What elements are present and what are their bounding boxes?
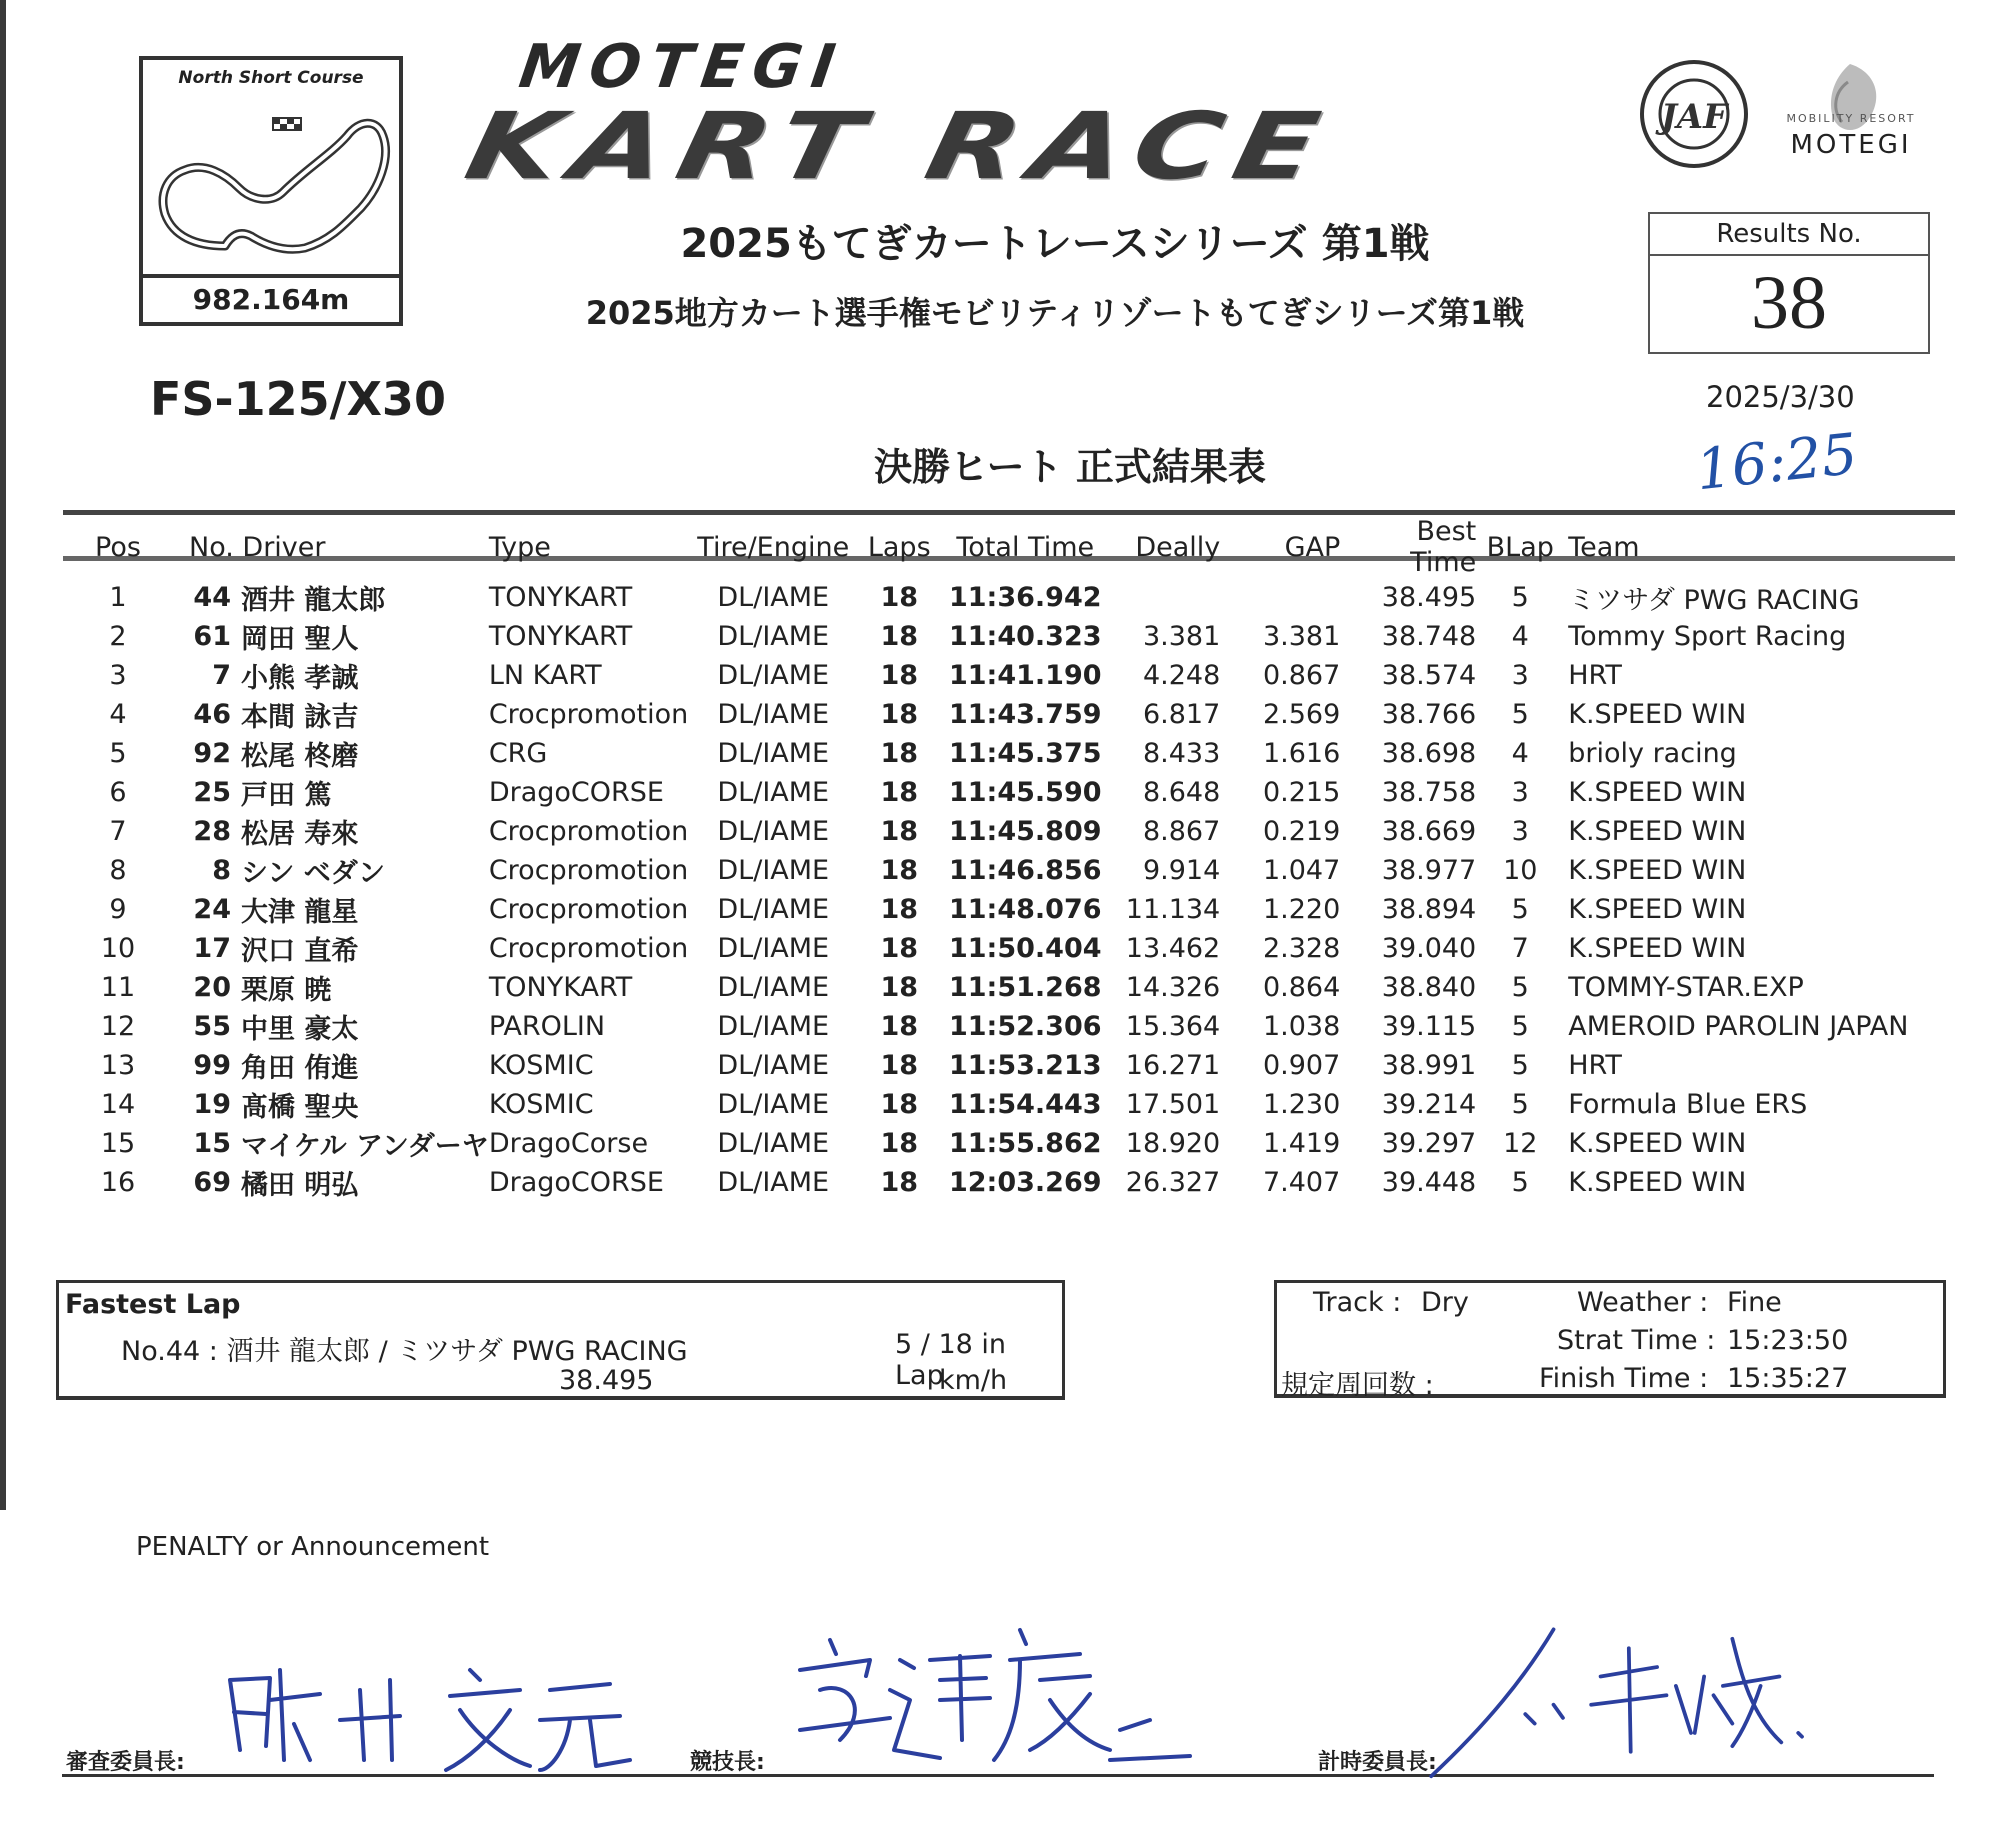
row-dealy: 6.817 (1142, 699, 1221, 730)
row-driver: 松尾 柊磨 (241, 741, 359, 772)
row-dealy: 26.327 (1125, 1167, 1221, 1198)
row-best-lap: 5 (1511, 1089, 1529, 1120)
row-driver: 角田 侑進 (241, 1053, 359, 1084)
header-blap: BLap (1486, 531, 1554, 563)
row-total-time: 11:41.190 (948, 660, 1102, 691)
row-driver: 髙橋 聖央 (241, 1092, 359, 1123)
header-team: Team (1568, 531, 1640, 563)
row-tire: DL/IAME (717, 1011, 830, 1042)
judge-signature (210, 1620, 670, 1780)
row-tire: DL/IAME (717, 1128, 830, 1159)
row-laps: 18 (880, 855, 919, 886)
row-number: 92 (193, 738, 231, 769)
series-title: 2025もてぎカートレースシリーズ 第1戦 (680, 221, 1430, 267)
row-total-time: 11:50.404 (948, 933, 1102, 964)
results-label: Results No. (1650, 214, 1928, 256)
row-pos: 7 (109, 816, 127, 847)
course-name: North Short Course (178, 68, 364, 88)
row-laps: 18 (880, 972, 919, 1003)
row-best-lap: 5 (1511, 582, 1529, 613)
row-tire: DL/IAME (717, 894, 830, 925)
row-best-time: 39.297 (1381, 1128, 1477, 1159)
row-type: DragoCORSE (488, 777, 664, 808)
row-dealy (1110, 578, 1232, 617)
row-best-time: 38.977 (1381, 855, 1477, 886)
row-laps: 18 (880, 1089, 919, 1120)
row-tire: DL/IAME (717, 1089, 830, 1120)
row-total-time: 11:45.375 (948, 738, 1102, 769)
row-driver: 岡田 聖人 (241, 624, 359, 655)
row-team: HRT (1568, 660, 1622, 691)
row-type: KOSMIC (488, 1050, 594, 1081)
row-driver: 栗原 暁 (241, 975, 332, 1006)
row-best-time: 38.758 (1381, 777, 1477, 808)
row-laps: 18 (880, 660, 919, 691)
handwritten-time: 16:25 (1693, 421, 1861, 504)
row-driver: 橘田 明弘 (241, 1170, 359, 1201)
row-pos: 4 (109, 699, 127, 730)
track-value: Dry (1421, 1287, 1469, 1318)
row-tire: DL/IAME (717, 816, 830, 847)
row-team: K.SPEED WIN (1568, 855, 1747, 886)
row-total-time: 11:55.862 (948, 1128, 1102, 1159)
row-tire: DL/IAME (717, 855, 830, 886)
row-tire: DL/IAME (717, 621, 830, 652)
row-best-time: 38.766 (1381, 699, 1477, 730)
row-best-lap: 4 (1511, 738, 1529, 769)
row-total-time: 11:51.268 (948, 972, 1102, 1003)
row-best-lap: 3 (1511, 660, 1529, 691)
table-row (63, 929, 1955, 968)
row-best-time: 38.894 (1381, 894, 1477, 925)
row-team: K.SPEED WIN (1568, 1128, 1747, 1159)
table-header-row (63, 516, 1955, 578)
row-best-time: 38.495 (1381, 582, 1477, 613)
results-number-box (1648, 212, 1930, 354)
row-gap: 0.864 (1262, 972, 1341, 1003)
row-laps: 18 (880, 621, 919, 652)
row-total-time: 11:36.942 (948, 582, 1102, 613)
row-pos: 11 (100, 972, 136, 1003)
fastest-lap-time: 38.495 (559, 1365, 654, 1396)
series-subtitle: 2025地方カート選手権モビリティリゾートもてぎシリーズ第1戦 (585, 294, 1525, 332)
row-gap: 1.419 (1262, 1128, 1341, 1159)
race-director-label: 競技長: (690, 1750, 765, 1775)
penalty-label: PENALTY or Announcement (136, 1532, 490, 1562)
row-dealy: 17.501 (1125, 1089, 1221, 1120)
row-total-time: 11:54.443 (948, 1089, 1102, 1120)
row-dealy: 15.364 (1125, 1011, 1221, 1042)
row-tire: DL/IAME (717, 660, 830, 691)
row-best-time: 39.115 (1381, 1011, 1477, 1042)
fastest-lap-title: Fastest Lap (65, 1289, 241, 1320)
row-team: AMEROID PAROLIN JAPAN (1568, 1011, 1909, 1042)
row-gap: 3.381 (1262, 621, 1341, 652)
row-best-time: 39.448 (1381, 1167, 1477, 1198)
header-total: Total Time (956, 531, 1095, 563)
row-total-time: 11:46.856 (948, 855, 1102, 886)
row-laps: 18 (880, 1167, 919, 1198)
table-row (63, 617, 1955, 656)
row-type: Crocpromotion (488, 894, 689, 925)
row-best-lap: 3 (1511, 816, 1529, 847)
row-best-time: 38.748 (1381, 621, 1477, 652)
row-best-time: 38.574 (1381, 660, 1477, 691)
row-dealy: 16.271 (1125, 1050, 1221, 1081)
table-row (63, 1046, 1955, 1085)
race-category: FS-125/X30 (150, 372, 446, 426)
row-team: K.SPEED WIN (1568, 1167, 1747, 1198)
row-dealy: 8.867 (1142, 816, 1221, 847)
row-team: K.SPEED WIN (1568, 699, 1747, 730)
row-gap: 0.219 (1262, 816, 1341, 847)
row-team: K.SPEED WIN (1568, 777, 1747, 808)
svg-text:JAF: JAF (1660, 97, 1728, 137)
table-row (63, 851, 1955, 890)
row-gap (1232, 578, 1352, 617)
row-pos: 1 (109, 582, 127, 613)
header-pos: Pos (95, 531, 141, 563)
table-row (63, 1085, 1955, 1124)
row-best-time: 39.040 (1381, 933, 1477, 964)
row-type: Crocpromotion (488, 699, 689, 730)
table-row (63, 812, 1955, 851)
table-row (63, 890, 1955, 929)
row-number: 99 (193, 1050, 231, 1081)
row-driver: 沢口 直希 (241, 936, 359, 967)
finish-time-value: 15:35:27 (1727, 1363, 1849, 1394)
row-laps: 18 (880, 699, 919, 730)
row-team: HRT (1568, 1050, 1622, 1081)
row-laps: 18 (880, 816, 919, 847)
row-number: 55 (193, 1011, 231, 1042)
row-laps: 18 (880, 1128, 919, 1159)
row-pos: 2 (109, 621, 127, 652)
finish-time-label: Finish Time : (1539, 1363, 1709, 1394)
regulation-laps-label: 規定周回数 : (1281, 1370, 1434, 1401)
row-tire: DL/IAME (717, 1167, 830, 1198)
row-number: 8 (212, 855, 231, 886)
row-dealy: 14.326 (1125, 972, 1221, 1003)
fastest-lap-box (56, 1280, 1065, 1400)
table-row (63, 1124, 1955, 1163)
row-best-lap: 5 (1511, 894, 1529, 925)
row-total-time: 11:40.323 (948, 621, 1102, 652)
row-best-time: 38.840 (1381, 972, 1477, 1003)
row-team: Formula Blue ERS (1568, 1089, 1808, 1120)
row-best-lap: 7 (1511, 933, 1529, 964)
row-total-time: 11:45.590 (948, 777, 1102, 808)
row-laps: 18 (880, 738, 919, 769)
course-info-box (139, 56, 403, 326)
table-row (63, 773, 1955, 812)
row-driver: 小熊 孝誠 (241, 663, 359, 694)
jaf-seal-icon (1638, 58, 1750, 170)
heat-title: 決勝ヒート 正式結果表 (874, 445, 1266, 489)
row-number: 24 (193, 894, 231, 925)
conditions-box (1274, 1280, 1946, 1401)
row-number: 15 (193, 1128, 231, 1159)
row-total-time: 12:03.269 (948, 1167, 1102, 1198)
row-laps: 18 (880, 1011, 919, 1042)
row-number: 7 (212, 660, 231, 691)
race-date: 2025/3/30 (1706, 380, 1855, 414)
row-number: 20 (193, 972, 231, 1003)
row-tire: DL/IAME (717, 1050, 830, 1081)
row-dealy: 13.462 (1125, 933, 1221, 964)
row-type: TONYKART (488, 972, 633, 1003)
row-driver: マイケル アンダーヤ (241, 1131, 489, 1162)
logo-line-2: KART RACE (457, 92, 1342, 200)
row-gap: 2.569 (1262, 699, 1341, 730)
row-type: Crocpromotion (488, 933, 689, 964)
row-dealy: 4.248 (1142, 660, 1221, 691)
row-gap: 0.215 (1262, 777, 1341, 808)
row-best-lap: 4 (1511, 621, 1529, 652)
weather-value: Fine (1727, 1287, 1782, 1318)
row-best-lap: 5 (1511, 972, 1529, 1003)
row-pos: 16 (100, 1167, 136, 1198)
row-gap: 1.047 (1262, 855, 1341, 886)
row-tire: DL/IAME (717, 699, 830, 730)
row-driver: 酒井 龍太郎 (241, 585, 386, 616)
row-type: CRG (488, 738, 548, 769)
row-type: Crocpromotion (488, 855, 689, 886)
row-type: LN KART (488, 660, 602, 691)
row-team: K.SPEED WIN (1568, 894, 1747, 925)
results-table (63, 516, 1955, 1202)
fastest-lap-unit: km/h (939, 1365, 1008, 1396)
row-pos: 14 (100, 1089, 136, 1120)
table-row (63, 968, 1955, 1007)
row-best-lap: 5 (1511, 1011, 1529, 1042)
row-type: DragoCORSE (488, 1167, 664, 1198)
row-dealy: 3.381 (1142, 621, 1221, 652)
row-type: TONYKART (488, 582, 633, 613)
row-driver: 本間 詠吉 (241, 702, 359, 733)
fastest-lap-driver: No.44 : 酒井 龍太郎 / ミツサダ PWG RACING (121, 1336, 688, 1367)
resort-name: MOTEGI (1790, 130, 1912, 160)
start-time-label: Strat Time : (1557, 1325, 1716, 1356)
table-row (63, 695, 1955, 734)
row-gap: 1.038 (1262, 1011, 1341, 1042)
row-best-time: 39.214 (1381, 1089, 1477, 1120)
fastest-lap-lap: 5 / 18 in Lap (895, 1329, 1006, 1391)
row-pos: 12 (100, 1011, 136, 1042)
row-number: 69 (193, 1167, 231, 1198)
row-tire: DL/IAME (717, 777, 830, 808)
row-tire: DL/IAME (717, 582, 830, 613)
row-best-time: 38.669 (1381, 816, 1477, 847)
row-team: TOMMY-STAR.EXP (1568, 972, 1804, 1003)
row-team: brioly racing (1568, 738, 1737, 769)
row-number: 46 (193, 699, 231, 730)
row-best-lap: 10 (1503, 855, 1538, 886)
row-best-lap: 5 (1511, 1167, 1529, 1198)
table-row (63, 1163, 1955, 1202)
row-number: 61 (193, 621, 231, 652)
table-row (63, 1007, 1955, 1046)
row-total-time: 11:43.759 (948, 699, 1102, 730)
course-length: 982.164m (143, 274, 399, 322)
header-gap: GAP (1284, 531, 1341, 563)
row-driver: 大津 龍星 (241, 897, 359, 928)
start-time-value: 15:23:50 (1727, 1325, 1849, 1356)
row-tire: DL/IAME (717, 972, 830, 1003)
race-director-signature (790, 1620, 1210, 1780)
row-team: ミツサダ PWG RACING (1568, 585, 1860, 616)
row-best-time: 38.991 (1381, 1050, 1477, 1081)
row-best-lap: 12 (1503, 1128, 1538, 1159)
row-number: 19 (193, 1089, 231, 1120)
judge-label: 審査委員長: (66, 1750, 185, 1775)
row-pos: 3 (109, 660, 127, 691)
row-best-time: 38.698 (1381, 738, 1477, 769)
row-pos: 6 (109, 777, 127, 808)
row-pos: 15 (100, 1128, 136, 1159)
table-row (63, 578, 1955, 617)
row-pos: 9 (109, 894, 127, 925)
row-number: 28 (193, 816, 231, 847)
row-laps: 18 (880, 777, 919, 808)
row-type: Crocpromotion (488, 816, 689, 847)
row-dealy: 8.648 (1142, 777, 1221, 808)
table-row (63, 734, 1955, 773)
row-driver: 中里 豪太 (241, 1014, 359, 1045)
row-laps: 18 (880, 1050, 919, 1081)
header-laps: Laps (867, 531, 931, 563)
row-dealy: 11.134 (1125, 894, 1221, 925)
timing-chief-signature (1400, 1620, 1820, 1780)
header-tire: Tire/Engine (697, 531, 850, 563)
table-top-rule (63, 510, 1955, 515)
header-no-driver: No. Driver (189, 531, 326, 563)
row-number: 17 (193, 933, 231, 964)
row-total-time: 11:52.306 (948, 1011, 1102, 1042)
header-type: Type (488, 531, 551, 563)
row-team: K.SPEED WIN (1568, 816, 1747, 847)
row-tire: DL/IAME (717, 738, 830, 769)
row-pos: 10 (100, 933, 136, 964)
row-laps: 18 (880, 582, 919, 613)
row-gap: 1.220 (1262, 894, 1341, 925)
row-driver: 松居 寿來 (241, 819, 359, 850)
row-gap: 1.616 (1262, 738, 1341, 769)
row-laps: 18 (880, 894, 919, 925)
row-gap: 7.407 (1262, 1167, 1341, 1198)
row-total-time: 11:53.213 (948, 1050, 1102, 1081)
track-label: Track : (1313, 1287, 1402, 1318)
row-dealy: 8.433 (1142, 738, 1221, 769)
header-dealy: Deally (1135, 531, 1221, 563)
header-best: Best Time (1410, 516, 1477, 578)
row-gap: 2.328 (1262, 933, 1341, 964)
row-total-time: 11:48.076 (948, 894, 1102, 925)
row-gap: 0.907 (1262, 1050, 1341, 1081)
row-type: KOSMIC (488, 1089, 594, 1120)
row-pos: 8 (109, 855, 127, 886)
resort-caption: MOBILITY RESORT (1786, 112, 1916, 125)
row-pos: 5 (109, 738, 127, 769)
weather-label: Weather : (1577, 1287, 1709, 1318)
row-dealy: 9.914 (1142, 855, 1221, 886)
row-driver: 戸田 篤 (241, 780, 332, 811)
row-number: 44 (193, 582, 231, 613)
row-pos: 13 (100, 1050, 136, 1081)
row-team: Tommy Sport Racing (1568, 621, 1847, 652)
timing-chief-label: 計時委員長: (1318, 1750, 1437, 1775)
row-laps: 18 (880, 933, 919, 964)
row-gap: 1.230 (1262, 1089, 1341, 1120)
row-number: 25 (193, 777, 231, 808)
row-best-lap: 5 (1511, 1050, 1529, 1081)
row-total-time: 11:45.809 (948, 816, 1102, 847)
row-gap: 0.867 (1262, 660, 1341, 691)
row-dealy: 18.920 (1125, 1128, 1221, 1159)
row-tire: DL/IAME (717, 933, 830, 964)
row-team: K.SPEED WIN (1568, 933, 1747, 964)
results-number: 38 (1751, 261, 1827, 345)
row-type: PAROLIN (488, 1011, 606, 1042)
table-row (63, 656, 1955, 695)
row-type: TONYKART (488, 621, 633, 652)
row-driver: シン ベダン (241, 858, 385, 889)
row-best-lap: 5 (1511, 699, 1529, 730)
row-type: DragoCorse (488, 1128, 649, 1159)
logo-line-1: MOTEGI (515, 32, 850, 102)
row-best-lap: 3 (1511, 777, 1529, 808)
